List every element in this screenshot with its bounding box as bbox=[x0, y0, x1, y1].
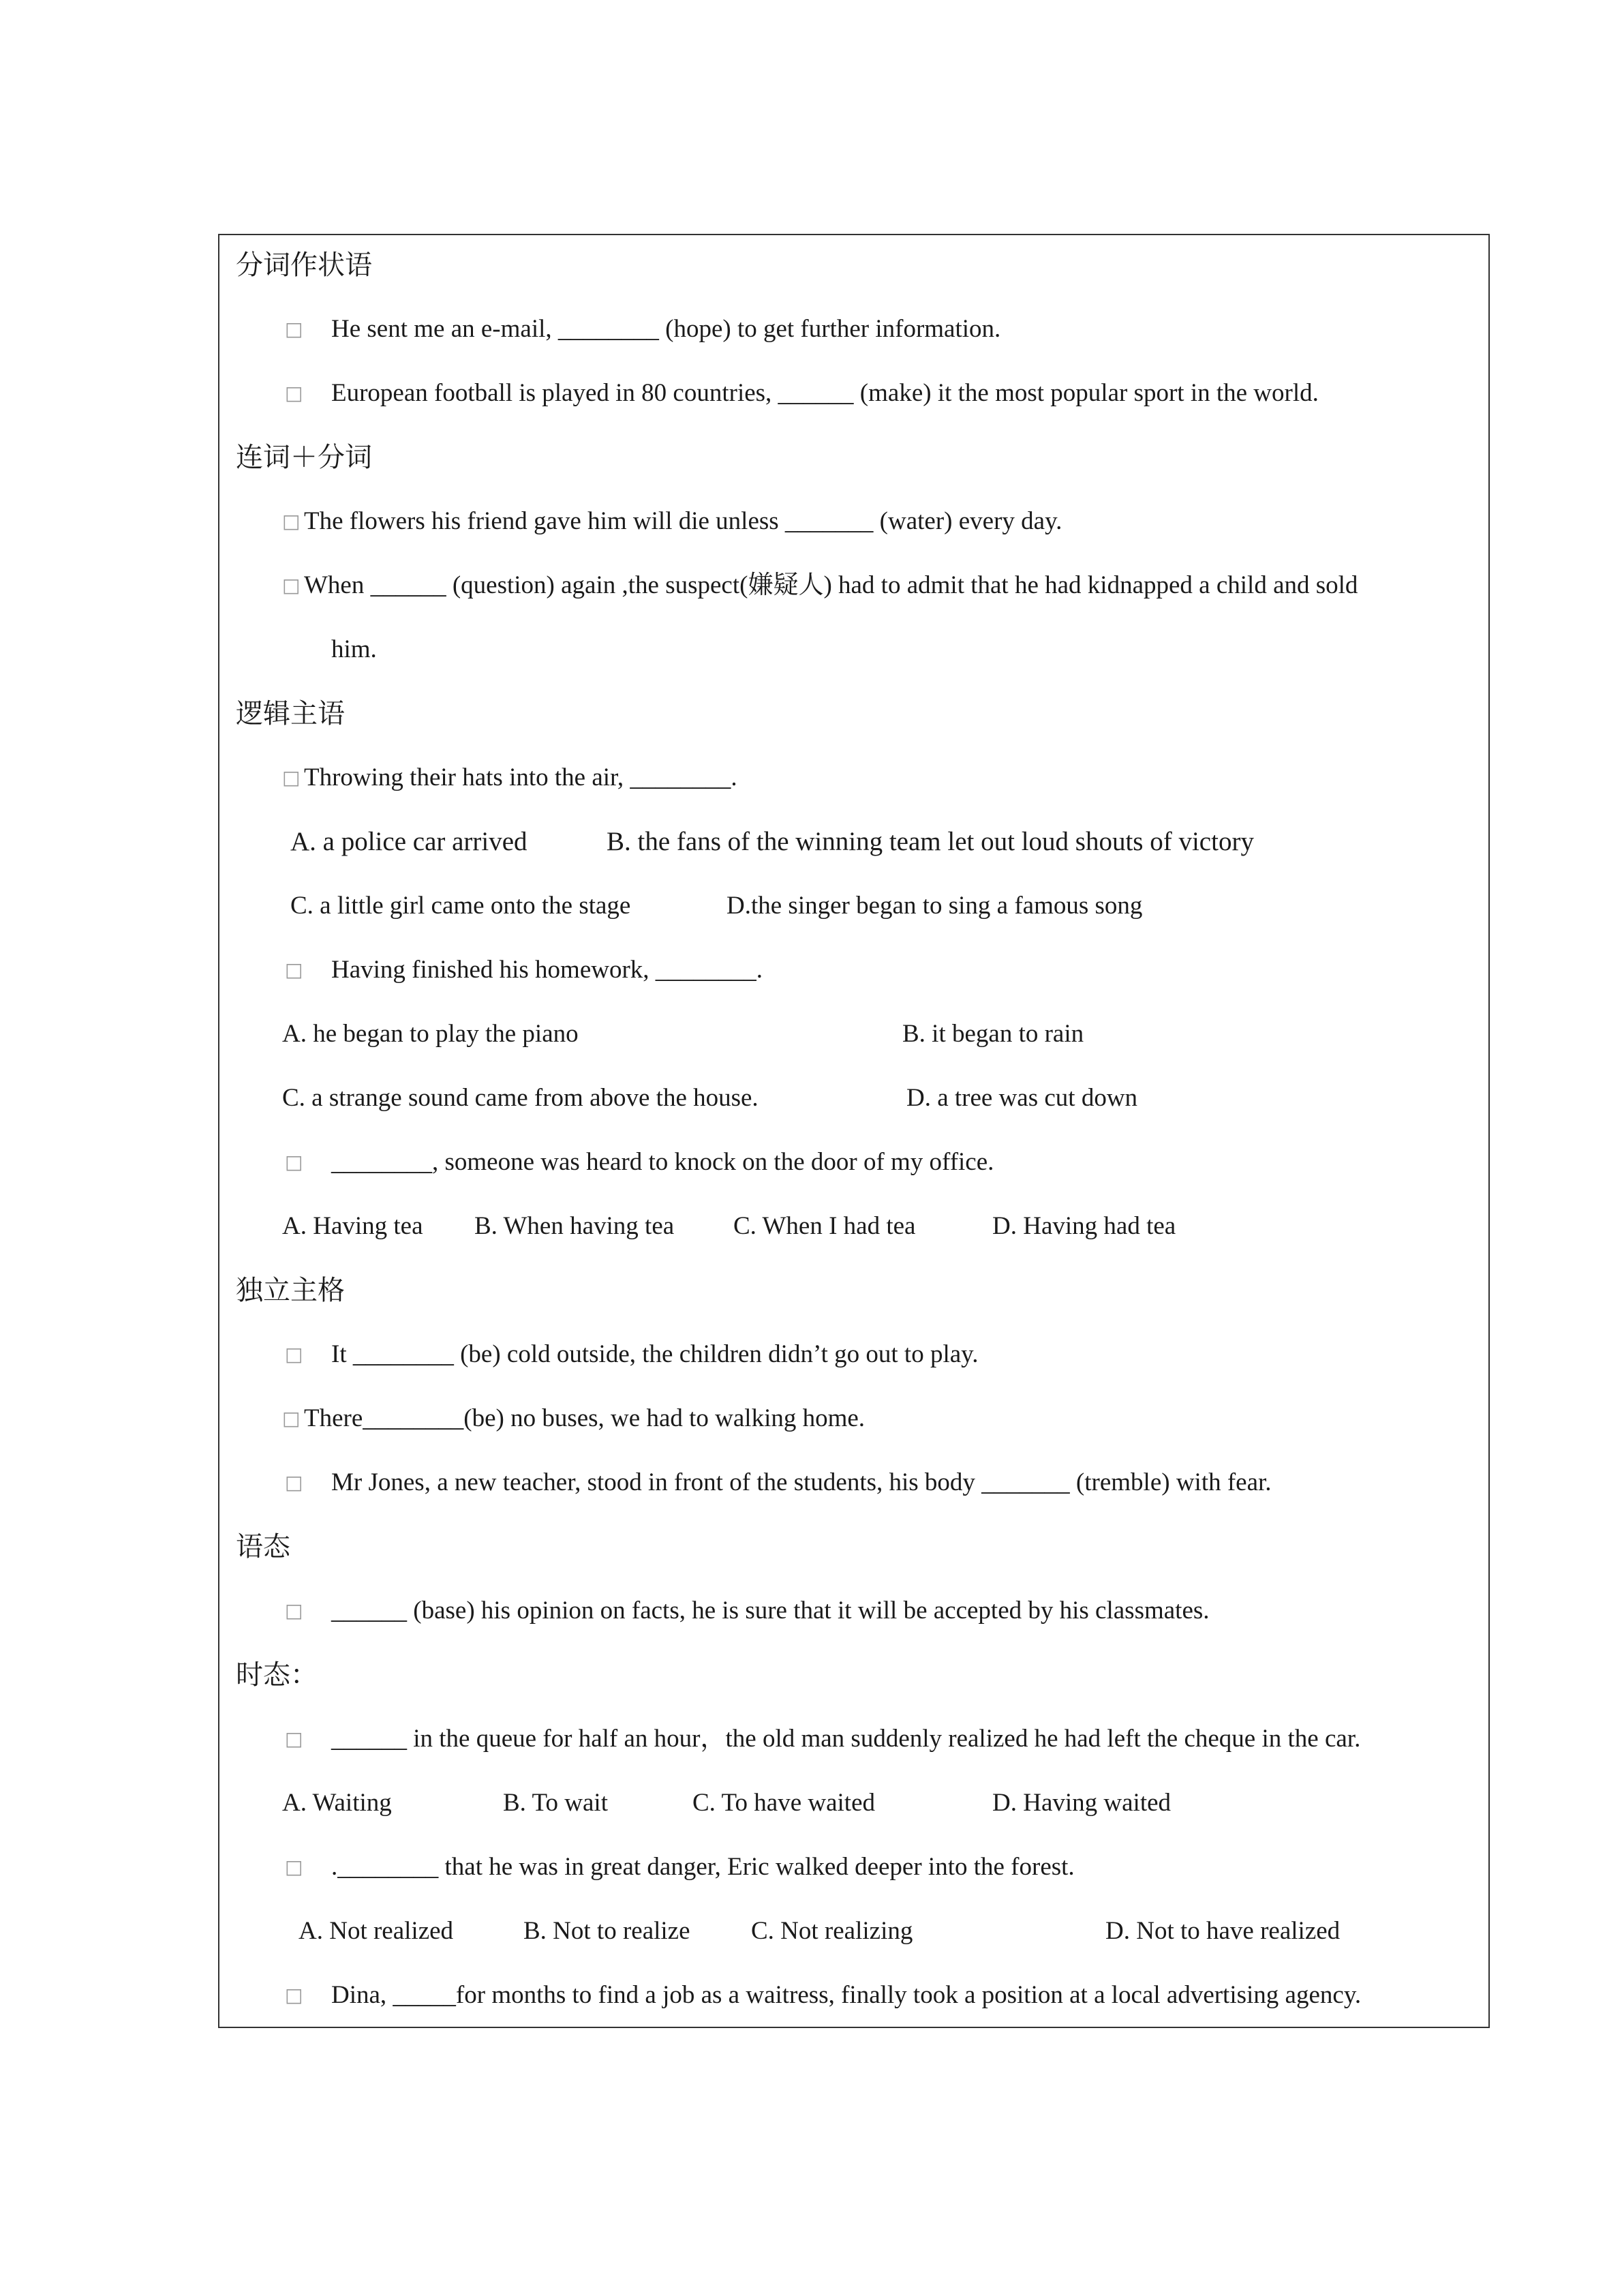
bullet-icon: □ bbox=[282, 510, 301, 532]
option: A. a police car arrived bbox=[290, 827, 527, 856]
bullet-icon: □ bbox=[285, 1727, 303, 1750]
question-text: Dina, _____for months to find a job as a waitress, finally took a position at a local advertising agency. bbox=[331, 1981, 1362, 2009]
option: D. Having had tea bbox=[992, 1212, 1176, 1240]
question-text: There________(be) no buses, we had to walking home. bbox=[304, 1404, 866, 1432]
question-text: ________, someone was heard to knock on the door of my office. bbox=[331, 1148, 994, 1176]
bullet-icon: □ bbox=[285, 1599, 303, 1622]
bullet-icon: □ bbox=[285, 1856, 303, 1878]
option: B. Not to realize bbox=[523, 1917, 690, 1945]
question-text: .________ that he was in great danger, Eric walked deeper into the forest. bbox=[331, 1853, 1075, 1881]
bullet-icon: □ bbox=[285, 1151, 303, 1173]
question-text: When ______ (question) again ,the suspect(嫌疑人) had to admit that he had kidnapped a child and sold bbox=[304, 571, 1358, 599]
bullet-icon: □ bbox=[285, 1343, 303, 1365]
option: A. Waiting bbox=[282, 1789, 392, 1817]
section-heading: 语态 bbox=[236, 1531, 290, 1562]
question-text: ______ (base) his opinion on facts, he is sure that it will be accepted by his classmates. bbox=[331, 1597, 1210, 1625]
question-text: Mr Jones, a new teacher, stood in front of the students, his body _______ (tremble) with fear. bbox=[331, 1468, 1272, 1496]
section-heading: 分词作状语 bbox=[236, 250, 372, 280]
question-text: Having finished his homework, ________. bbox=[331, 956, 763, 984]
option: A. he began to play the piano bbox=[282, 1020, 579, 1048]
option: D.the singer began to sing a famous song bbox=[726, 892, 1143, 920]
option: C. Not realizing bbox=[751, 1917, 913, 1945]
option: C. a strange sound came from above the house. bbox=[282, 1084, 759, 1112]
option: D. Having waited bbox=[992, 1789, 1172, 1817]
section-heading: 连词＋分词 bbox=[236, 442, 372, 472]
worksheet-frame bbox=[218, 234, 1490, 2028]
option: D. a tree was cut down bbox=[906, 1084, 1138, 1112]
option: B. the fans of the winning team let out loud shouts of victory bbox=[607, 827, 1254, 856]
option: B. it began to rain bbox=[902, 1020, 1084, 1048]
bullet-icon: □ bbox=[282, 766, 301, 789]
bullet-icon: □ bbox=[282, 1407, 301, 1430]
option: B. When having tea bbox=[474, 1212, 675, 1240]
option: D. Not to have realized bbox=[1105, 1917, 1341, 1945]
option: B. To wait bbox=[503, 1789, 608, 1817]
section-heading: 时态： bbox=[236, 1659, 318, 1690]
bullet-icon: □ bbox=[285, 1471, 303, 1494]
section-heading: 逻辑主语 bbox=[236, 698, 345, 729]
question-text: It ________ (be) cold outside, the children didn’t go out to play. bbox=[331, 1340, 979, 1368]
bullet-icon: □ bbox=[285, 1984, 303, 2006]
question-text: ______ in the queue for half an hour，the old man suddenly realized he had left the cheque in the car. bbox=[331, 1725, 1361, 1753]
section-heading: 独立主格 bbox=[236, 1275, 345, 1305]
question-text: European football is played in 80 countries, ______ (make) it the most popular sport in the world. bbox=[331, 379, 1319, 407]
question-text: him. bbox=[331, 635, 377, 663]
option: C. When I had tea bbox=[733, 1212, 916, 1240]
bullet-icon: □ bbox=[285, 958, 303, 981]
bullet-icon: □ bbox=[285, 318, 303, 340]
question-text: Throwing their hats into the air, ________. bbox=[304, 764, 737, 791]
option: C. To have waited bbox=[692, 1789, 875, 1817]
bullet-icon: □ bbox=[282, 574, 301, 596]
question-text: The flowers his friend gave him will die unless _______ (water) every day. bbox=[304, 507, 1062, 535]
bullet-icon: □ bbox=[285, 382, 303, 404]
option: C. a little girl came onto the stage bbox=[290, 892, 631, 920]
option: A. Not realized bbox=[299, 1917, 454, 1945]
question-text: He sent me an e-mail, ________ (hope) to get further information. bbox=[331, 315, 1001, 343]
option: A. Having tea bbox=[282, 1212, 423, 1240]
